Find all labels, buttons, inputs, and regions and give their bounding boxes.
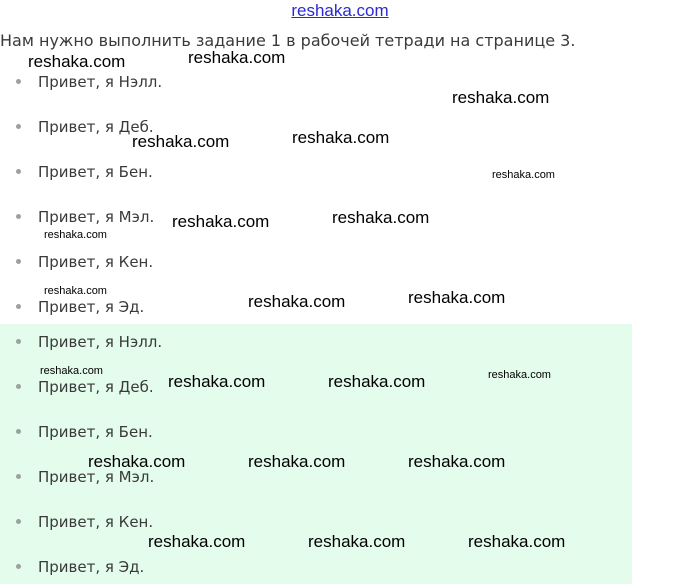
bullet-icon (16, 339, 21, 344)
list-item (16, 512, 153, 532)
site-logo-link[interactable]: reshaka.com (291, 1, 389, 20)
bullet-icon (16, 259, 21, 264)
watermark-text: reshaka.com (492, 169, 555, 181)
list-item-text: Привет, я Кен. (38, 513, 154, 531)
list-item-text: Привет, я Эд. (38, 558, 145, 576)
watermark-text: reshaka.com (172, 212, 270, 231)
watermark-text: reshaka.com (332, 208, 430, 227)
watermark-text: reshaka.com (40, 365, 103, 377)
watermark-text: reshaka.com (148, 532, 246, 551)
list-item (16, 332, 162, 352)
watermark-text: reshaka.com (468, 532, 566, 551)
bullet-icon (16, 304, 21, 309)
list-item-text: Привет, я Кен. (38, 253, 154, 271)
list-item-text: Привет, я Деб. (38, 118, 154, 136)
watermark-text: reshaka.com (44, 229, 107, 241)
bullet-icon (16, 169, 21, 174)
bullet-icon (16, 124, 21, 129)
list-item-text: Привет, я Эд. (38, 298, 145, 316)
list-item-text: Привет, я Мэл. (38, 468, 155, 486)
watermark-text: reshaka.com (408, 288, 506, 307)
list-item (16, 557, 144, 577)
task-intro-text: Нам нужно выполнить задание 1 в рабочей тетради на странице 3. (0, 31, 576, 50)
list-item-text: Привет, я Нэлл. (38, 73, 163, 91)
list-item (16, 252, 153, 272)
watermark-text: reshaka.com (28, 52, 126, 71)
watermark-text: reshaka.com (408, 452, 506, 471)
watermark-text: reshaka.com (292, 128, 390, 147)
bullet-icon (16, 474, 21, 479)
list-item-text: Привет, я Бен. (38, 163, 153, 181)
watermark-text: reshaka.com (248, 452, 346, 471)
watermark-text: reshaka.com (132, 132, 230, 151)
list-item-text: Привет, я Нэлл. (38, 333, 163, 351)
list-item-text: Привет, я Бен. (38, 423, 153, 441)
watermark-text: reshaka.com (248, 292, 346, 311)
watermark-text: reshaka.com (188, 48, 286, 67)
watermark-text: reshaka.com (488, 369, 551, 381)
bullet-icon (16, 214, 21, 219)
list-item (16, 72, 162, 92)
watermark-text: reshaka.com (88, 452, 186, 471)
watermark-text: reshaka.com (44, 285, 107, 297)
bullet-icon (16, 79, 21, 84)
bullet-icon (16, 384, 21, 389)
list-item-text: Привет, я Мэл. (38, 208, 155, 226)
list-item (16, 207, 154, 227)
list-item (16, 297, 144, 317)
bullet-icon (16, 429, 21, 434)
watermark-text: reshaka.com (328, 372, 426, 391)
list-item (16, 377, 154, 397)
watermark-text: reshaka.com (168, 372, 266, 391)
bullet-icon (16, 519, 21, 524)
list-item-text: Привет, я Деб. (38, 378, 154, 396)
watermark-text: reshaka.com (452, 88, 550, 107)
list-item (16, 422, 153, 442)
bullet-icon (16, 564, 21, 569)
watermark-text: reshaka.com (308, 532, 406, 551)
list-item (16, 162, 153, 182)
